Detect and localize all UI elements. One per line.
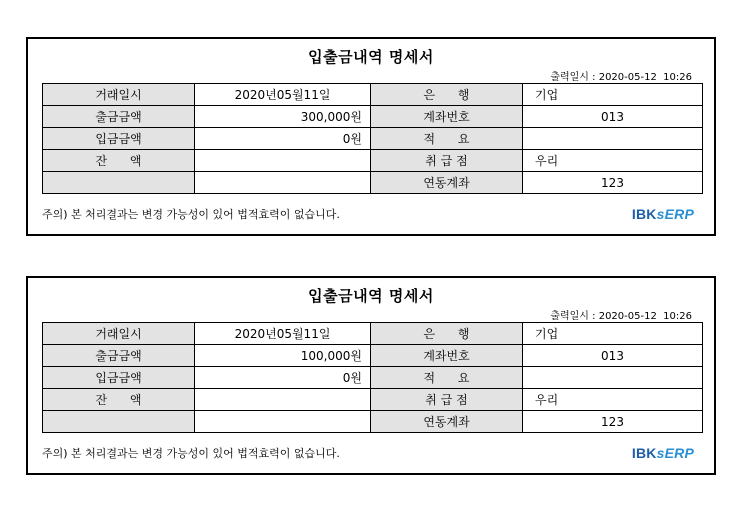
value-withdrawal: 300,000원 — [195, 106, 371, 128]
label-deposit: 입금금액 — [43, 128, 195, 150]
label-deposit: 입금금액 — [43, 367, 195, 389]
value-transaction-datetime: 2020년05월11일 — [195, 84, 371, 106]
transaction-table — [42, 322, 703, 433]
value-memo — [523, 128, 703, 150]
logo-serp: sERP — [656, 206, 694, 222]
label-bank: 은 행 — [371, 323, 523, 345]
table-row — [43, 367, 703, 389]
label-branch: 취 급 점 — [371, 150, 523, 172]
label-empty — [43, 172, 195, 194]
logo-serp: sERP — [656, 445, 694, 461]
table-row — [43, 389, 703, 411]
receipt-title: 입출금내역 명세서 — [308, 287, 434, 305]
value-account-number: 013 — [523, 106, 703, 128]
ibk-serp-logo — [632, 206, 694, 222]
value-linked-account: 123 — [523, 411, 703, 433]
value-balance — [195, 150, 371, 172]
value-memo — [523, 367, 703, 389]
table-row — [43, 323, 703, 345]
print-label: 출력일시 : — [550, 72, 596, 83]
value-balance — [195, 389, 371, 411]
value-deposit: 0원 — [195, 128, 371, 150]
value-empty — [195, 172, 371, 194]
label-memo: 적 요 — [371, 128, 523, 150]
value-deposit: 0원 — [195, 367, 371, 389]
label-balance: 잔 액 — [43, 150, 195, 172]
print-datetime — [550, 68, 692, 83]
disclaimer-note: 주의) 본 처리결과는 변경 가능성이 있어 법적효력이 없습니다. — [42, 447, 340, 460]
logo-ibk: IBK — [631, 445, 657, 461]
logo-ibk: IBK — [631, 206, 657, 222]
table-row — [43, 172, 703, 194]
receipt-2 — [26, 276, 716, 475]
value-empty — [195, 411, 371, 433]
value-branch: 우리 — [523, 150, 703, 172]
label-linked-account: 연동계좌 — [371, 411, 523, 433]
table-row — [43, 84, 703, 106]
disclaimer-note: 주의) 본 처리결과는 변경 가능성이 있어 법적효력이 없습니다. — [42, 208, 340, 221]
label-memo: 적 요 — [371, 367, 523, 389]
receipt-1 — [26, 37, 716, 236]
label-withdrawal: 출금금액 — [43, 106, 195, 128]
label-account-number: 계좌번호 — [371, 106, 523, 128]
value-branch: 우리 — [523, 389, 703, 411]
label-transaction-datetime: 거래일시 — [43, 84, 195, 106]
ibk-serp-logo — [632, 445, 694, 461]
label-withdrawal: 출금금액 — [43, 345, 195, 367]
value-account-number: 013 — [523, 345, 703, 367]
print-datetime-value: 2020-05-12 10:26 — [598, 72, 692, 83]
print-datetime — [550, 307, 692, 322]
label-balance: 잔 액 — [43, 389, 195, 411]
table-row — [43, 128, 703, 150]
table-row — [43, 411, 703, 433]
label-bank: 은 행 — [371, 84, 523, 106]
value-withdrawal: 100,000원 — [195, 345, 371, 367]
label-account-number: 계좌번호 — [371, 345, 523, 367]
transaction-table — [42, 83, 703, 194]
label-transaction-datetime: 거래일시 — [43, 323, 195, 345]
print-label: 출력일시 : — [550, 311, 596, 322]
table-row — [43, 150, 703, 172]
value-bank: 기업 — [523, 84, 703, 106]
value-bank: 기업 — [523, 323, 703, 345]
label-linked-account: 연동계좌 — [371, 172, 523, 194]
label-empty — [43, 411, 195, 433]
receipt-title: 입출금내역 명세서 — [308, 48, 434, 66]
table-row — [43, 106, 703, 128]
label-branch: 취 급 점 — [371, 389, 523, 411]
value-transaction-datetime: 2020년05월11일 — [195, 323, 371, 345]
print-datetime-value: 2020-05-12 10:26 — [598, 311, 692, 322]
table-row — [43, 345, 703, 367]
value-linked-account: 123 — [523, 172, 703, 194]
